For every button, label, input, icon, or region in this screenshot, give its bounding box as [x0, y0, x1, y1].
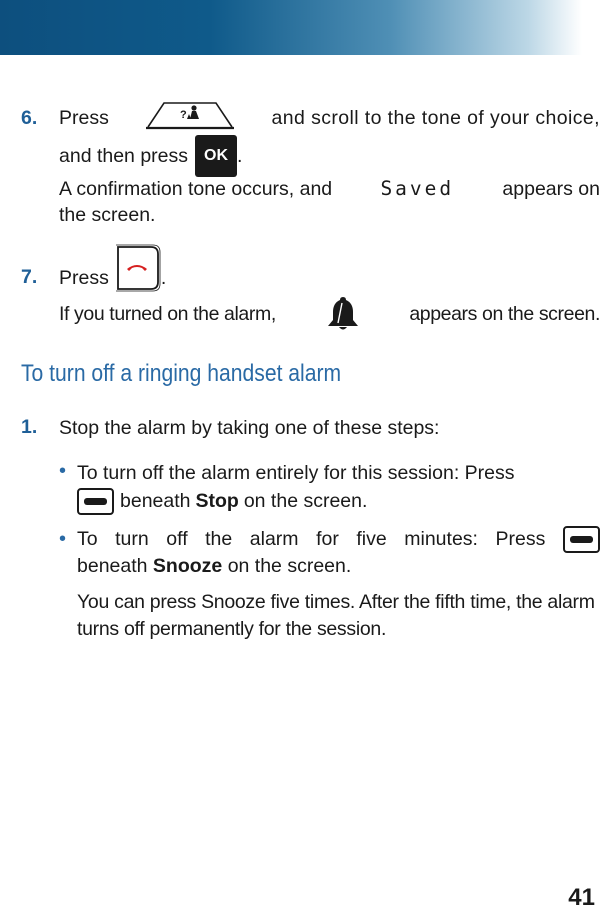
step-number: 7. [21, 266, 38, 288]
header-band [0, 0, 600, 55]
svg-text:?: ? [180, 109, 187, 121]
step-number: 6. [21, 107, 38, 129]
bullet2-w9: Press [495, 528, 546, 550]
bullet2-w6: for [316, 528, 339, 550]
softkey-icon [77, 488, 114, 515]
step-1-text: Stop the alarm by taking one of these steps: [59, 417, 440, 439]
bullet2-w3: off [166, 528, 188, 550]
saved-display-text: Saved [380, 177, 455, 200]
softkey-icon [563, 526, 600, 553]
end-call-key-icon [115, 244, 161, 292]
step-6-text: Press ? and scroll to the tone of your choice, and then press OK . [59, 101, 600, 173]
bullet2-w2: turn [115, 528, 149, 550]
bullet2-w1: To [77, 528, 98, 550]
bullet2-w7: five [356, 528, 387, 550]
bullet2-w4: the [205, 528, 233, 550]
step-number: 1. [21, 416, 38, 438]
menu-softkey-icon [146, 100, 234, 130]
page-number: 41 [568, 884, 595, 911]
confirm-line2: the screen. [59, 204, 156, 226]
alarm-bell-icon [324, 296, 362, 332]
bullet2-w5: alarm [249, 528, 299, 550]
section-heading: To turn off a ringing handset alarm [21, 360, 342, 387]
confirm-tail: appears on [502, 178, 600, 200]
snooze-note-text: You can press Snooze five times. After the fifth time, the alarm turns off permanently for the session. [77, 591, 595, 640]
bullet2-w8: minutes: [404, 528, 478, 550]
bullet1-words: To turn off the alarm entirely for this session: Press [77, 462, 515, 484]
bullet-glyph: • [59, 460, 67, 482]
ok-key-icon: OK [195, 135, 237, 177]
bullet-glyph: • [59, 528, 67, 550]
